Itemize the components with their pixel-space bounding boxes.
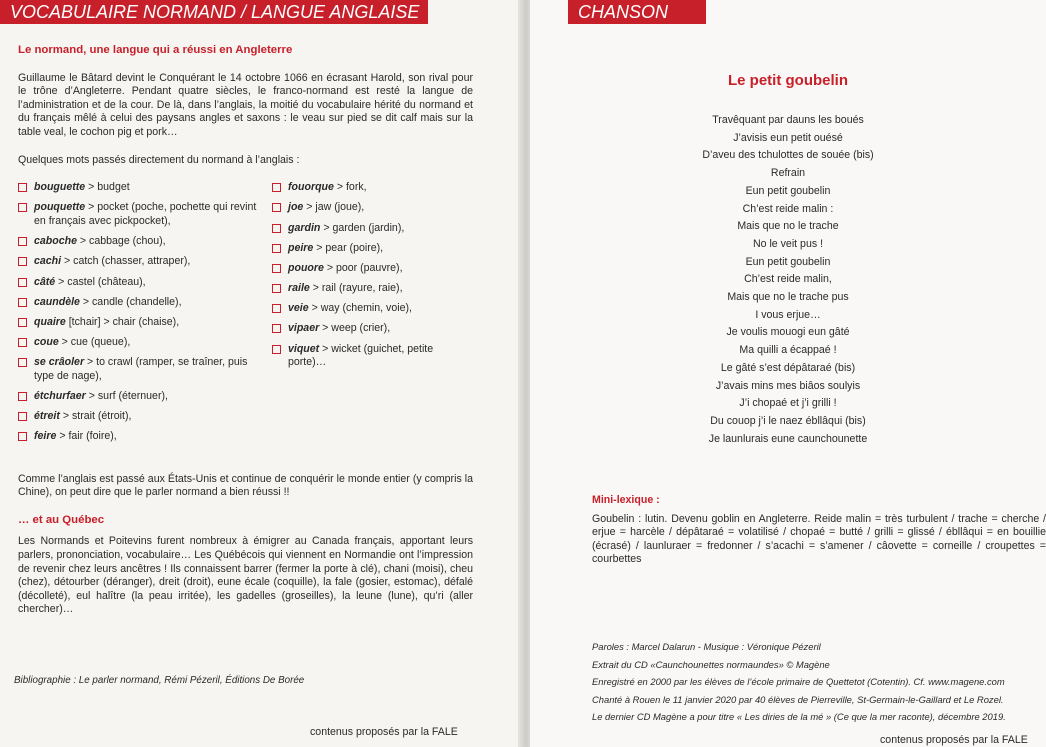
lyric-line: Mais que no le trache pus	[727, 291, 849, 304]
vocab-item	[18, 410, 258, 424]
vocab-item	[272, 302, 472, 316]
vocab-term: cachi	[34, 255, 62, 268]
vocab-lead: Quelques mots passés directement du normand à l’anglais :	[18, 153, 300, 166]
checkbox-bullet-icon	[272, 224, 281, 233]
quebec-paragraph: Les Normands et Poitevins furent nombreux à émigrer au Canada français, apportant leurs parlers, prononciation, vocabulaire… Les Québécois qui viennent en Normandie ont l’impression de revenir chez leurs ancêtres ! Ils connaissent barrer (fermer la porte à clé), chani (moisi), cheu (chez), détourber (déranger), dreit (droit), eune écale (coquille), la fale (gosier, estomac), défalé (décolleté), eul halître (la peau irritée), les gadelles (groseilles), la leune (lune), qu’ri (aller chercher)…	[18, 535, 473, 616]
vocab-item	[18, 316, 258, 330]
lexique-paragraph: Goubelin : lutin. Devenu goblin en Angleterre. Reide malin = très turbulent / trache = cherche / erjue = harcèle / dépâtaraé = volatilisé / chopaé = butté / grilli = glissé / ébllâqui = en bouillie (écrasé) / launluraer = fredonner / s’acachi = s’amener / câovette = corneille / croupettes = courbettes	[592, 513, 1046, 566]
right-page	[530, 0, 1046, 747]
vocab-term: fouorque	[288, 181, 334, 194]
vocab-term: câté	[34, 275, 56, 288]
quebec-heading: … et au Québec	[18, 513, 105, 526]
lyric-line: Travêquant par dauns les boués	[712, 114, 864, 126]
vocab-columns	[18, 181, 473, 450]
checkbox-bullet-icon	[18, 298, 27, 307]
vocab-column-1	[18, 181, 258, 450]
checkbox-bullet-icon	[18, 183, 27, 192]
lyric-line: No le veit pus !	[752, 237, 824, 250]
vocab-item	[18, 336, 258, 350]
lyric-line: J’avais mins mes biâos soulyis	[715, 379, 861, 392]
vocab-meaning: > weep (crier),	[319, 322, 391, 335]
vocab-item	[272, 262, 472, 276]
lyric-line: Ch’est reide malin,	[744, 273, 832, 286]
vocab-meaning: > to crawl (ramper, se traîner, puis type de nage),	[34, 356, 248, 382]
vocab-term: raile	[288, 282, 310, 295]
chanson-banner: CHANSON	[568, 0, 706, 24]
vocab-term: caundèle	[34, 295, 80, 308]
vocab-meaning: > jaw (joue),	[303, 201, 365, 214]
credit-line: Enregistré en 2000 par les élèves de l’école primaire de Quettetot (Cotentin). Cf. www.magene.com	[592, 676, 1005, 688]
left-page	[0, 0, 522, 747]
vocab-item	[18, 181, 258, 195]
checkbox-bullet-icon	[18, 338, 27, 347]
vocab-text	[34, 235, 258, 249]
vocab-text	[34, 356, 258, 383]
vocab-meaning: > pear (poire),	[313, 241, 384, 254]
vocab-term: étreit	[34, 410, 60, 423]
lyric-line: Eun petit goubelin	[745, 184, 831, 197]
vocab-term: veie	[288, 302, 309, 315]
vocab-item	[18, 255, 258, 269]
vocab-text	[34, 276, 258, 290]
lyric-line: Refrain	[770, 167, 806, 180]
checkbox-bullet-icon	[18, 412, 27, 421]
checkbox-bullet-icon	[272, 324, 281, 333]
vocab-text	[288, 222, 472, 236]
vocab-meaning: > poor (pauvre),	[323, 261, 403, 274]
vocab-text	[34, 181, 258, 195]
vocab-text	[34, 410, 258, 424]
checkbox-bullet-icon	[18, 278, 27, 287]
vocab-meaning: > wicket (guichet, petite porte)…	[288, 342, 434, 369]
vocab-term: feire	[34, 430, 57, 443]
vocab-meaning: > castel (château),	[55, 275, 146, 288]
vocab-column-2	[272, 181, 472, 450]
section-heading: Le normand, une langue qui a réussi en Angleterre	[18, 44, 293, 56]
vocabulaire-banner: VOCABULAIRE NORMAND / LANGUE ANGLAISE	[0, 0, 428, 24]
vocab-meaning: > catch (chasser, attraper),	[61, 255, 191, 268]
lyric-line: Eun petit goubelin	[745, 255, 831, 268]
checkbox-bullet-icon	[272, 304, 281, 313]
vocab-term: vipaer	[288, 322, 320, 335]
bibliography: Bibliographie : Le parler normand, Rémi Pézeril, Éditions De Borée	[14, 675, 305, 686]
vocab-text	[34, 336, 258, 350]
checkbox-bullet-icon	[272, 183, 281, 192]
lyric-line: Le gâté s’est dépâtaraé (bis)	[720, 361, 856, 374]
lyric-line: Je voulis mouogi eun gâté	[726, 326, 850, 339]
credit-line: Extrait du CD «Caunchounettes normaundes» © Magène	[592, 658, 830, 670]
vocab-meaning: > budget	[85, 181, 130, 194]
vocab-term: peire	[288, 241, 314, 254]
vocab-item	[18, 276, 258, 290]
vocab-text	[288, 262, 472, 276]
vocab-item	[18, 296, 258, 310]
vocab-text	[288, 343, 472, 370]
vocab-term: quaire	[34, 315, 66, 328]
vocab-meaning: > garden (jardin),	[320, 221, 405, 234]
vocab-term: coue	[34, 336, 59, 349]
lyric-line: J’i chopaé et j’i grilli !	[739, 397, 837, 410]
vocab-text	[288, 322, 472, 336]
checkbox-bullet-icon	[18, 432, 27, 441]
vocab-meaning: > fair (foire),	[56, 430, 117, 443]
lyric-line: I vous erjue…	[755, 308, 821, 321]
vocab-item	[272, 322, 472, 336]
checkbox-bullet-icon	[18, 392, 27, 401]
vocab-term: caboche	[34, 235, 77, 248]
vocab-text	[288, 181, 472, 195]
checkbox-bullet-icon	[18, 257, 27, 266]
song-credits	[592, 638, 1046, 726]
vocab-item	[272, 222, 472, 236]
vocab-term: étchurfaer	[34, 390, 86, 403]
vocab-meaning: > rail (rayure, raie),	[309, 282, 403, 295]
vocab-term: pouquette	[34, 201, 86, 214]
vocab-item	[18, 430, 258, 444]
vocab-text	[34, 430, 258, 444]
intro-paragraph: Guillaume le Bâtard devint le Conquérant le 14 octobre 1066 en écrasant Harold, son rival pour le trône d’Angleterre. Pendant quatre siècles, le franco-normand est resté la langue de l’administration et de la cour. De là, dans l’anglais, la moitié du vocabulaire hérité du normand et du français mêlé à celui des paysans angles et saxons : le veau sur pied se dit calf mais sur la table veal, le cochon pig et pork…	[18, 71, 473, 138]
vocab-item	[272, 242, 472, 256]
vocab-item	[272, 201, 472, 215]
vocab-meaning: [tchair] > chair (chaise),	[65, 315, 180, 328]
vocab-term: se crâoler	[34, 356, 85, 369]
vocab-meaning: > fork,	[333, 181, 367, 194]
conclusion-paragraph: Comme l’anglais est passé aux États-Unis et continue de conquérir le monde entier (y compris la Chine), on peut dire que le parler normand a bien réussi !!	[18, 472, 473, 499]
vocab-text	[34, 390, 258, 404]
lyric-line: J’avisis eun petit ouésé	[733, 131, 843, 144]
vocab-meaning: > way (chemin, voie),	[308, 302, 412, 315]
lyric-line: Ma quilli a écappaé !	[739, 344, 837, 357]
vocab-text	[288, 282, 472, 296]
left-content	[18, 44, 473, 617]
checkbox-bullet-icon	[18, 237, 27, 246]
vocab-text	[34, 316, 258, 330]
vocab-item	[272, 282, 472, 296]
vocab-meaning: > candle (chandelle),	[79, 295, 182, 308]
lexique-heading: Mini-lexique :	[592, 494, 660, 506]
vocab-meaning: > surf (éternuer),	[85, 390, 168, 403]
vocab-meaning: > pocket (poche, pochette qui revint en français avec pickpocket),	[34, 201, 257, 227]
vocab-meaning: > cabbage (chou),	[76, 235, 166, 248]
credit-line: Chanté à Rouen le 11 janvier 2020 par 40 élèves de Pierreville, St-Germain-le-Gaillard et Le Rozel.	[592, 693, 1004, 705]
vocab-item	[18, 390, 258, 404]
checkbox-bullet-icon	[272, 264, 281, 273]
lyric-line: Je launlurais eune caunchounette	[708, 432, 868, 445]
vocab-item	[272, 181, 472, 195]
checkbox-bullet-icon	[18, 203, 27, 212]
checkbox-bullet-icon	[18, 358, 27, 367]
vocab-text	[34, 296, 258, 310]
footer-credit-right: contenus proposés par la FALE	[880, 734, 1028, 746]
vocab-text	[288, 242, 472, 256]
vocab-item	[272, 343, 472, 370]
vocab-term: gardin	[288, 221, 321, 234]
lyric-line: Du couop j’i le naez ébllâqui (bis)	[710, 414, 866, 427]
vocab-text	[34, 255, 258, 269]
song-title: Le petit goubelin	[728, 72, 848, 89]
vocab-meaning: > cue (queue),	[58, 336, 131, 349]
checkbox-bullet-icon	[272, 203, 281, 212]
vocab-item	[18, 235, 258, 249]
checkbox-bullet-icon	[272, 345, 281, 354]
footer-credit-left: contenus proposés par la FALE	[310, 726, 458, 738]
credit-line: Le dernier CD Magène a pour titre « Les diries de la mé » (Ce que la mer raconte), décembre 2019.	[592, 711, 1006, 723]
song-lyrics	[530, 112, 1046, 448]
vocab-item	[18, 356, 258, 383]
vocab-item	[18, 201, 258, 228]
vocab-text	[288, 302, 472, 316]
checkbox-bullet-icon	[272, 284, 281, 293]
vocab-term: pouore	[288, 261, 324, 274]
vocab-text	[288, 201, 472, 215]
lyric-line: Ch’est reide malin :	[742, 202, 834, 215]
credit-line: Paroles : Marcel Dalarun - Musique : Véronique Pézeril	[592, 641, 821, 652]
vocab-term: joe	[288, 201, 304, 214]
lyric-line: D’aveu des tchulottes de souée (bis)	[702, 149, 874, 162]
vocab-term: bouguette	[34, 181, 86, 194]
vocab-term: viquet	[288, 342, 320, 355]
checkbox-bullet-icon	[18, 318, 27, 327]
vocab-text	[34, 201, 258, 228]
lyric-line: Mais que no le trache	[737, 220, 839, 233]
checkbox-bullet-icon	[272, 244, 281, 253]
vocab-meaning: > strait (étroit),	[59, 410, 132, 423]
